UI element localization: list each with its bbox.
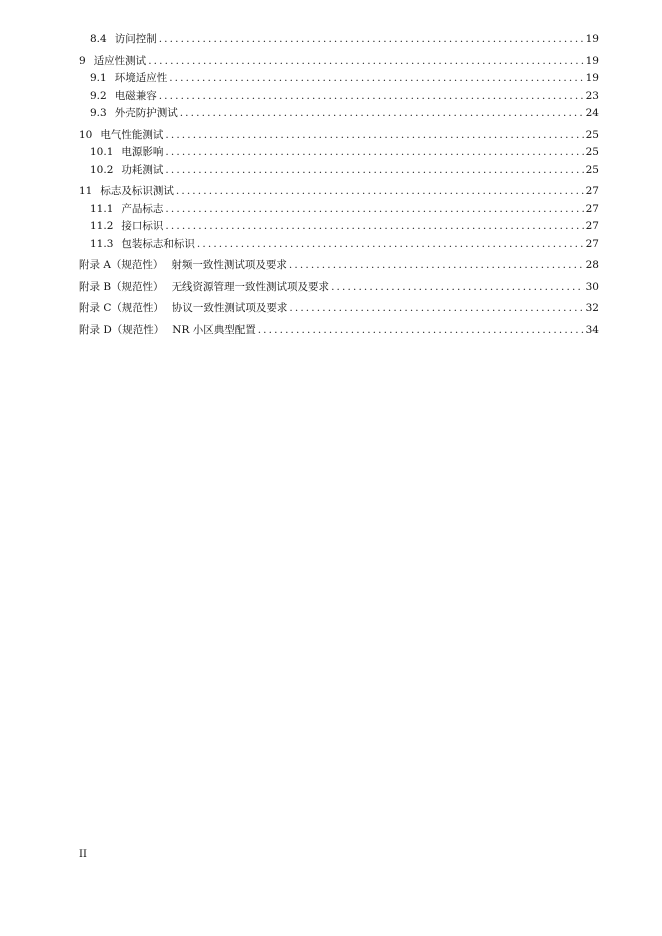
toc-entry-number: 8.4	[90, 33, 107, 45]
dot-leader	[197, 236, 584, 253]
dot-leader	[331, 279, 584, 296]
toc-entry[interactable]	[79, 162, 599, 180]
dot-leader	[289, 300, 583, 317]
dot-leader	[165, 201, 583, 218]
dot-leader	[176, 183, 584, 200]
toc-entry-page: 19	[585, 33, 599, 45]
toc-entry-page: 30	[585, 280, 599, 293]
toc-entry-title: 电磁兼容	[114, 89, 157, 102]
toc-entry-page: 19	[585, 72, 599, 84]
toc-entry-number: 11.2	[90, 220, 114, 232]
toc-entry-page: 27	[585, 220, 599, 232]
toc-entry-number: 9	[79, 54, 86, 67]
toc-entry[interactable]	[79, 300, 599, 318]
dot-leader	[169, 70, 583, 87]
toc-entry-number: 9.2	[90, 89, 107, 102]
dot-leader	[289, 257, 584, 274]
toc-entry[interactable]	[79, 257, 599, 275]
toc-entry-page: 27	[585, 185, 599, 197]
toc-entry-title: 包装标志和标识	[121, 237, 195, 250]
dot-leader	[165, 218, 583, 235]
toc-entry-title: 协议一致性测试项及要求	[171, 302, 288, 314]
toc-entry-title: 射频一致性测试项及要求	[171, 259, 287, 271]
toc-entry-number: 附录 C（规范性）	[79, 302, 164, 314]
toc-entry-number: 11.1	[90, 202, 114, 215]
toc-entry-number: 附录 A（规范性）	[79, 259, 164, 271]
dot-leader	[165, 162, 583, 179]
toc-entry-number: 10.1	[90, 146, 114, 158]
toc-entry-title: 外壳防护测试	[114, 107, 178, 119]
dot-leader	[258, 322, 584, 339]
toc-entry-page: 32	[585, 302, 599, 314]
toc-entry-title: 无线资源管理一致性测试项及要求	[171, 280, 330, 293]
toc-entry[interactable]	[79, 183, 599, 201]
dot-leader	[159, 31, 584, 48]
toc-entry-title: 功耗测试	[121, 163, 164, 176]
toc-entry[interactable]	[79, 70, 599, 88]
dot-leader	[148, 53, 583, 70]
toc-entry-page: 25	[585, 146, 599, 158]
toc-entry[interactable]	[79, 201, 599, 219]
toc-entry[interactable]	[79, 31, 599, 49]
toc-entry-number: 9.1	[90, 72, 107, 84]
toc-entry-title: 环境适应性	[114, 72, 168, 84]
toc-entry-page: 27	[585, 237, 599, 250]
dot-leader	[165, 144, 583, 161]
toc-entry-number: 10	[79, 128, 93, 141]
toc-entry-number: 10.2	[90, 163, 114, 176]
toc-entry-title: 标志及标识测试	[100, 185, 174, 197]
dot-leader	[159, 88, 584, 105]
toc-entry-number: 9.3	[90, 107, 107, 119]
toc-entry-page: 28	[585, 259, 599, 271]
toc-entry-title: 访问控制	[114, 33, 157, 45]
toc-entry[interactable]	[79, 127, 599, 145]
toc-entry-title: 接口标识	[121, 220, 164, 232]
toc-entry-number: 附录 D（规范性）	[79, 323, 165, 336]
toc-entry[interactable]	[79, 322, 599, 340]
toc-entry-page: 19	[585, 54, 599, 67]
toc-entry-page: 25	[585, 128, 599, 141]
toc-entry-page: 27	[585, 202, 599, 215]
toc-entry-page: 23	[585, 89, 599, 102]
toc-entry[interactable]	[79, 279, 599, 297]
toc-entry-number: 11	[79, 185, 93, 197]
toc-entry[interactable]	[79, 88, 599, 106]
toc-entry-number: 附录 B（规范性）	[79, 280, 164, 293]
toc-entry-title: NR 小区典型配置	[172, 323, 256, 336]
toc-entry[interactable]	[79, 218, 599, 236]
toc-entry-number: 11.3	[90, 237, 114, 250]
toc-entry-page: 24	[585, 107, 599, 119]
toc-entry-title: 电气性能测试	[100, 128, 164, 141]
toc-entry-page: 25	[585, 163, 599, 176]
dot-leader	[165, 127, 583, 144]
toc-entry[interactable]	[79, 53, 599, 71]
page-number: II	[79, 849, 87, 860]
dot-leader	[180, 105, 584, 122]
toc-entry-title: 适应性测试	[93, 54, 147, 67]
toc-entry[interactable]	[79, 236, 599, 254]
toc-entry-title: 产品标志	[121, 202, 164, 215]
toc-entry-title: 电源影响	[121, 146, 164, 158]
table-of-contents	[79, 31, 599, 339]
toc-entry[interactable]	[79, 105, 599, 123]
toc-entry[interactable]	[79, 144, 599, 162]
toc-entry-page: 34	[585, 323, 599, 336]
